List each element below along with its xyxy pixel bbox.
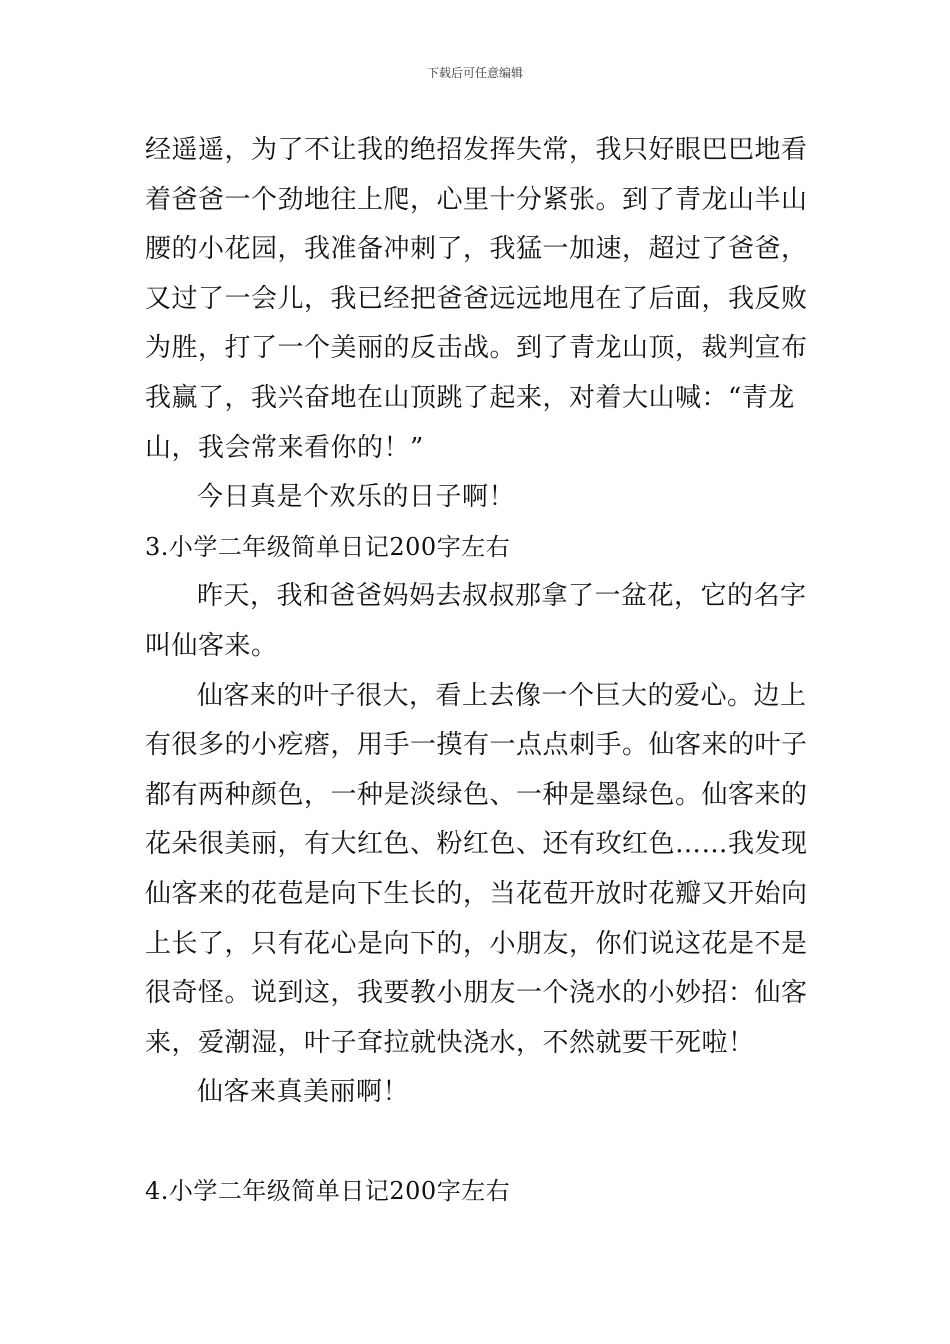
- text-line: 有很多的小疙瘩，用手一摸有一点点刺手。仙客来的叶子: [145, 730, 808, 761]
- paragraph-climb: [145, 126, 810, 473]
- text-line: 仙客来的花苞是向下生长的，当花苞开放时花瓣又开始向: [145, 878, 808, 909]
- text-line: 着爸爸一个劲地往上爬，心里十分紧张。到了青龙山半山: [145, 184, 808, 215]
- page-header: 下载后可任意编辑: [426, 66, 523, 80]
- section-heading-3: 3.小学二年级简单日记200字左右: [145, 532, 511, 561]
- text-line: 为胜，打了一个美丽的反击战。到了青龙山顶，裁判宣布: [145, 333, 808, 364]
- paragraph-happy-day: 今日真是个欢乐的日子啊！: [197, 482, 516, 513]
- text-line: 仙客来的叶子很大，看上去像一个巨大的爱心。边上: [197, 680, 807, 711]
- text-line: 又过了一会儿，我已经把爸爸远远地甩在了后面，我反败: [145, 283, 808, 314]
- text-line: 我赢了，我兴奋地在山顶跳了起来，对着大山喊：“青龙: [145, 382, 795, 413]
- document-body: [145, 126, 810, 1217]
- text-line: 很奇怪。说到这，我要教小朋友一个浇水的小妙招：仙客: [145, 978, 808, 1009]
- text-line: 昨天，我和爸爸妈妈去叔叔那拿了一盆花，它的名字: [197, 581, 807, 612]
- text-line: 上长了，只有花心是向下的，小朋友，你们说这花是不是: [145, 928, 808, 959]
- paragraph-flower-closing: 仙客来真美丽啊！: [197, 1077, 410, 1108]
- paragraph-flower-intro: [145, 572, 810, 671]
- text-line: 来，爱潮湿，叶子耷拉就快浇水，不然就要干死啦！: [145, 1027, 755, 1058]
- section-heading-4: 4.小学二年级简单日记200字左右: [145, 1177, 511, 1206]
- text-line: 腰的小花园，我准备冲刺了，我猛一加速，超过了爸爸，: [145, 234, 808, 265]
- text-line: 花朵很美丽，有大红色、粉红色、还有玫红色……我发现: [145, 829, 808, 860]
- text-line: 经遥遥，为了不让我的绝招发挥失常，我只好眼巴巴地看: [145, 135, 808, 165]
- text-line: 叫仙客来。: [145, 630, 278, 661]
- text-line: 都有两种颜色，一种是淡绿色、一种是墨绿色。仙客来的: [145, 779, 808, 810]
- paragraph-flower-description: [145, 672, 810, 1069]
- text-line: 山，我会常来看你的！”: [145, 432, 424, 463]
- blank-line: [145, 1118, 810, 1168]
